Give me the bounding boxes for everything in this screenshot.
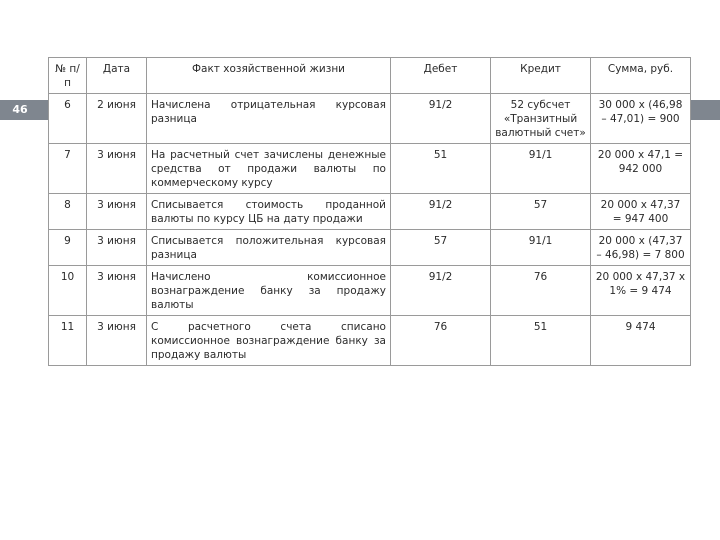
- cell-date: 3 июня: [87, 266, 147, 316]
- header-debit: Дебет: [391, 58, 491, 94]
- header-date: Дата: [87, 58, 147, 94]
- table-row: [49, 316, 691, 366]
- header-number: № п/п: [49, 58, 87, 94]
- table-row: [49, 230, 691, 266]
- cell-credit: 51: [491, 316, 591, 366]
- table-row: [49, 144, 691, 194]
- cell-credit: 91/1: [491, 230, 591, 266]
- cell-date: 3 июня: [87, 230, 147, 266]
- table-row: [49, 194, 691, 230]
- cell-debit: 57: [391, 230, 491, 266]
- cell-date: 3 июня: [87, 194, 147, 230]
- cell-number: 8: [49, 194, 87, 230]
- table-row: [49, 266, 691, 316]
- transactions-table-container: [48, 57, 690, 366]
- cell-date: 3 июня: [87, 144, 147, 194]
- cell-fact: Начислена отрицательная курсовая разница: [147, 94, 391, 144]
- cell-credit: 52 субсчет «Транзитный валютный счет»: [491, 94, 591, 144]
- cell-debit: 91/2: [391, 266, 491, 316]
- cell-amount: 20 000 х 47,1 = 942 000: [591, 144, 691, 194]
- cell-fact: На расчетный счет зачислены денежные средства от продажи валюты по коммерческому курсу: [147, 144, 391, 194]
- table-row: [49, 94, 691, 144]
- cell-amount: 20 000 х 47,37 х 1% = 9 474: [591, 266, 691, 316]
- page-number: 46: [0, 100, 40, 120]
- cell-amount: 9 474: [591, 316, 691, 366]
- cell-fact: Списывается стоимость проданной валюты по курсу ЦБ на дату продажи: [147, 194, 391, 230]
- header-amount: Сумма, руб.: [591, 58, 691, 94]
- cell-fact: Начислено комиссионное вознаграждение банку за продажу валюты: [147, 266, 391, 316]
- cell-debit: 76: [391, 316, 491, 366]
- cell-amount: 30 000 х (46,98 – 47,01) = 900: [591, 94, 691, 144]
- cell-date: 3 июня: [87, 316, 147, 366]
- cell-number: 9: [49, 230, 87, 266]
- table-header-row: [49, 58, 691, 94]
- cell-number: 7: [49, 144, 87, 194]
- cell-debit: 91/2: [391, 194, 491, 230]
- cell-credit: 57: [491, 194, 591, 230]
- cell-credit: 91/1: [491, 144, 591, 194]
- transactions-table: [48, 57, 691, 366]
- cell-date: 2 июня: [87, 94, 147, 144]
- header-credit: Кредит: [491, 58, 591, 94]
- cell-credit: 76: [491, 266, 591, 316]
- cell-number: 6: [49, 94, 87, 144]
- header-fact: Факт хозяйственной жизни: [147, 58, 391, 94]
- cell-fact: Списывается положительная курсовая разница: [147, 230, 391, 266]
- cell-amount: 20 000 х 47,37 = 947 400: [591, 194, 691, 230]
- cell-number: 10: [49, 266, 87, 316]
- cell-number: 11: [49, 316, 87, 366]
- cell-amount: 20 000 х (47,37 – 46,98) = 7 800: [591, 230, 691, 266]
- cell-fact: С расчетного счета списано комиссионное вознаграждение банку за продажу валюты: [147, 316, 391, 366]
- cell-debit: 91/2: [391, 94, 491, 144]
- cell-debit: 51: [391, 144, 491, 194]
